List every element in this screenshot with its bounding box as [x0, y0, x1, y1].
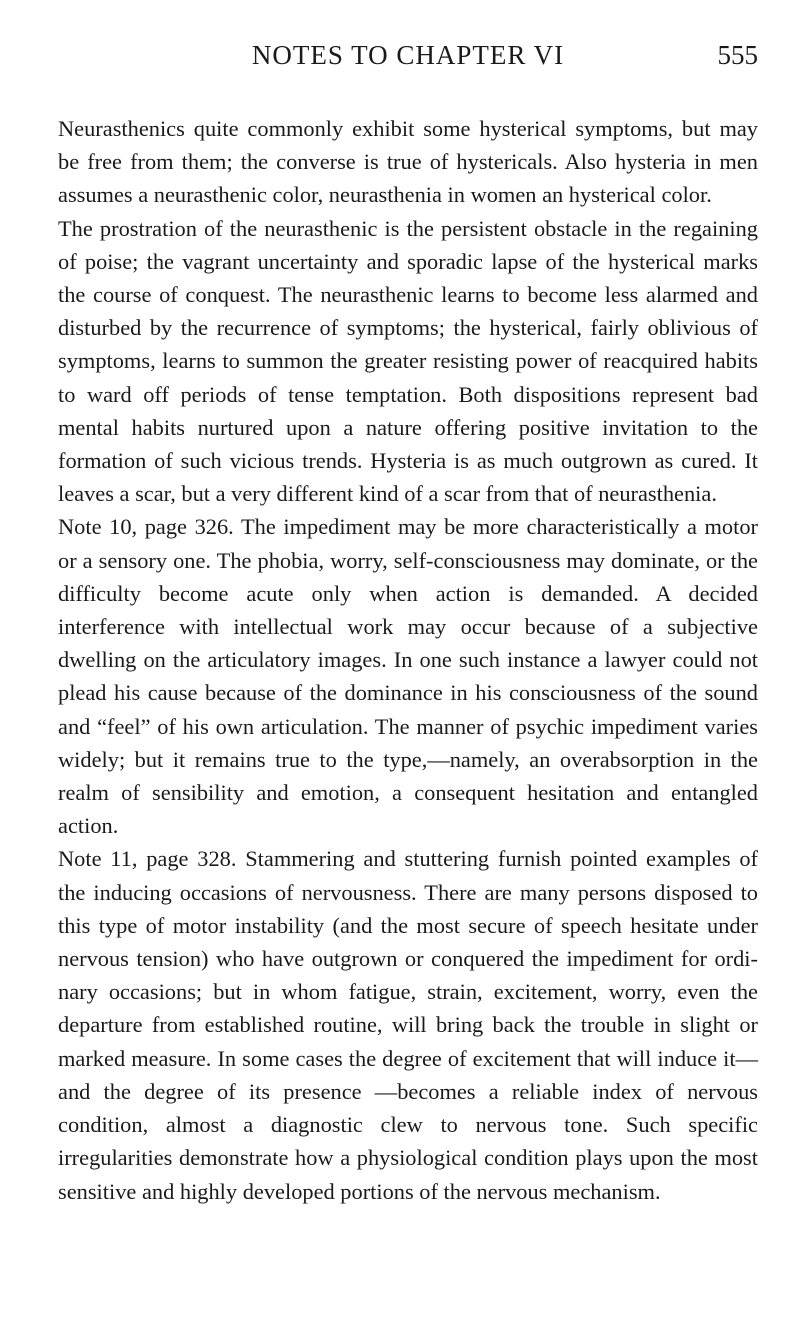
running-title: NOTES TO CHAPTER VI — [251, 40, 565, 70]
book-page — [58, 30, 758, 1208]
page-number: 555 — [717, 40, 758, 70]
paragraph: The prostration of the neurasthenic is the persistent obstacle in the regaining of poise; the vagrant uncertainty and sporadic lapse of the hysterical marks the course of conquest. The neurasthenic learns to become less alarmed and disturbed by the recurrence of symptoms; the hysterical, fairly oblivious of symptoms, learns to summon the greater resisting power of reacquired habits to ward off periods of tense temptation. Both dispositions represent bad mental habits nurtured upon a nature offering positive invitation to the formation of such vicious trends. Hysteria is as much outgrown as cured. It leaves a scar, but a very different kind of a scar from that of neurasthenia. — [58, 215, 758, 507]
body-text — [58, 112, 758, 1208]
paragraph: Neurasthenics quite commonly exhibit some hysterical symptoms, but may be free from them; the converse is true of hystericals. Also hysteria in men assumes a neurasthenic color, neurasthenia in women an hysterical color. — [58, 116, 758, 208]
page-header — [58, 30, 758, 78]
paragraph: Note 10, page 326. The impediment may be more characteristically a motor or a sensory one. The phobia, worry, self-consciousness may dominate, or the difficulty become acute only when action is demanded. A decided interference with intellectual work may occur because of a subjective dwelling on the articulatory images. In one such instance a lawyer could not plead his cause because of the dominance in his consciousness of the sound and “feel” of his own articulation. The manner of psychic impediment varies widely; but it remains true to the type,—namely, an overabsorption in the realm of sensibility and emotion, a consequent hesitation and entangled action. — [58, 514, 758, 839]
paragraph: Note 11, page 328. Stammering and stuttering furnish pointed examples of the inducing occasions of nervousness. There are many persons disposed to this type of motor instability (and the most secure of speech hesitate under nervous tension) who have outgrown or conquered the impediment for ordinary occasions; but in whom fatigue, strain, excitement, worry, even the departure from established routine, will bring back the trouble in slight or marked measure. In some cases the degree of excitement that will induce it—and the degree of its presence —becomes a reliable index of nervous condition, almost a diagnostic clew to nervous tone. Such specific irregularities demonstrate how a physiological condition plays upon the most sensitive and highly developed portions of the nervous mechanism. — [58, 846, 758, 1204]
